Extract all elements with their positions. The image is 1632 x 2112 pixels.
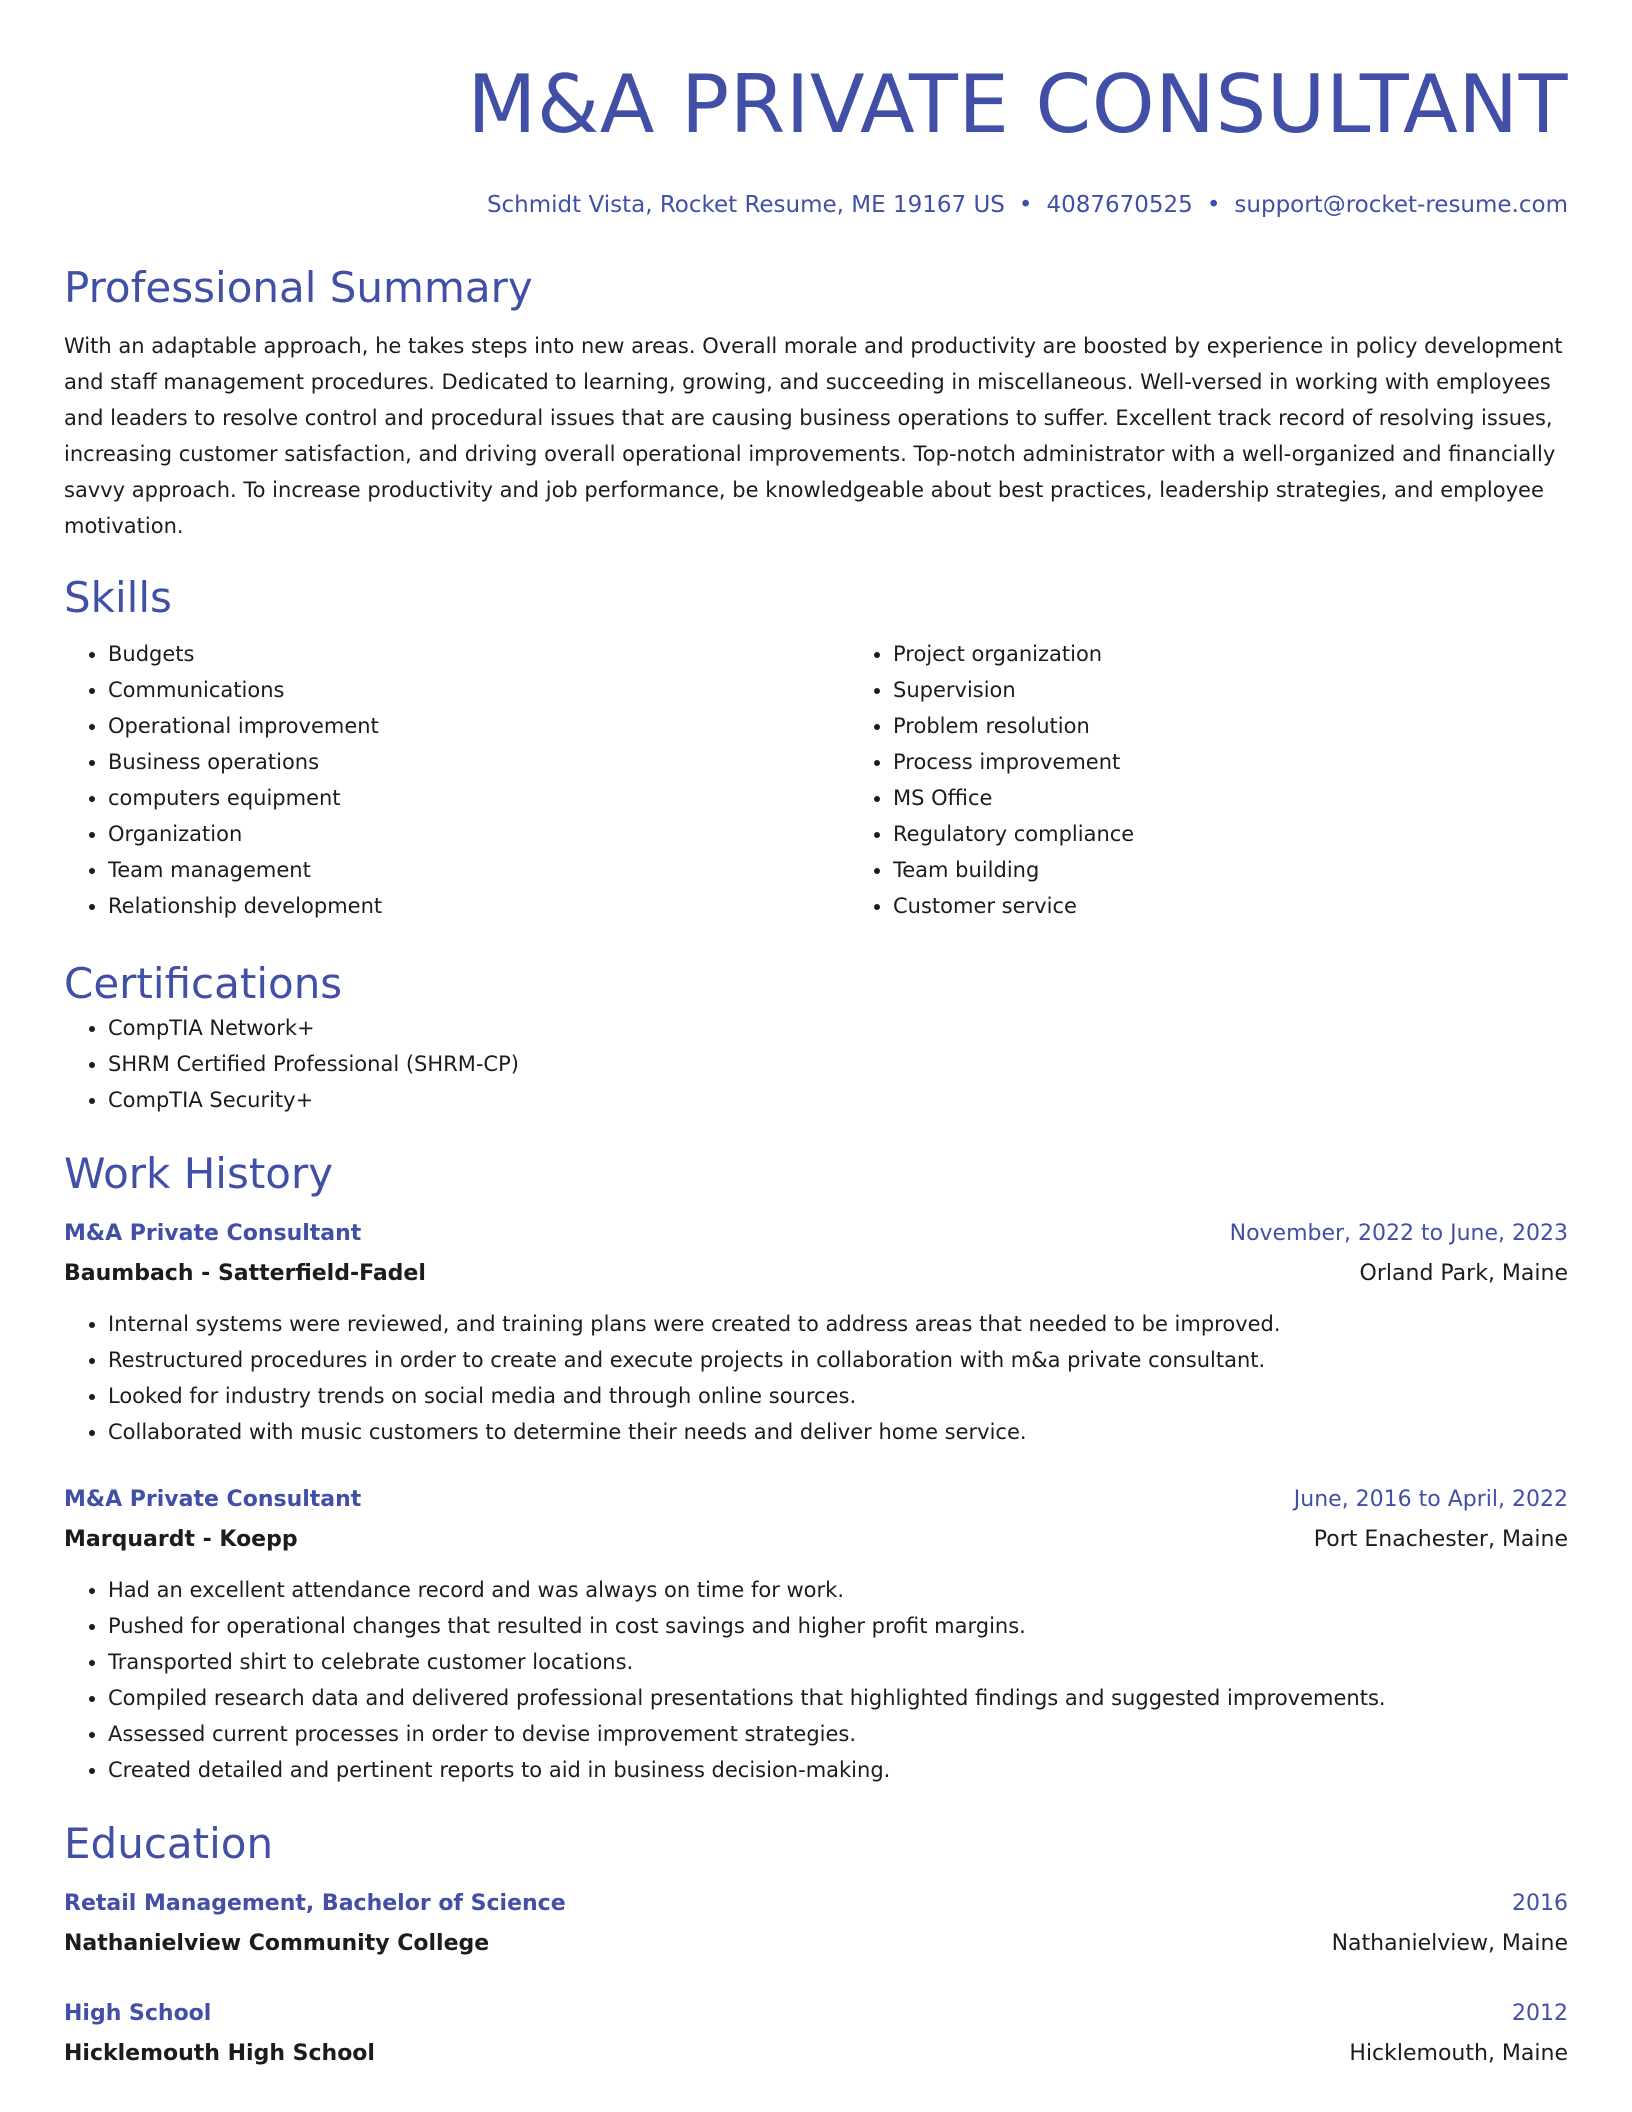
certification-item: • CompTIA Network+ <box>108 1010 1568 1046</box>
job-duty: • Had an excellent attendance record and was always on time for work. <box>108 1572 1568 1608</box>
skills-section <box>64 572 1568 924</box>
skills-list-right <box>849 636 1632 924</box>
education-year: 2012 <box>1512 2001 1568 2026</box>
skill-item: • Problem resolution <box>893 708 1632 744</box>
education-school-row <box>64 1924 1568 1964</box>
certifications-section <box>64 958 1568 1118</box>
resume-header <box>64 56 1568 220</box>
job-duty: • Pushed for operational changes that resulted in cost savings and higher profit margins. <box>108 1608 1568 1644</box>
skills-list-left <box>64 636 849 924</box>
job-title: M&A Private Consultant <box>64 1487 362 1512</box>
education-school: Nathanielview Community College <box>64 1931 490 1956</box>
job-dates: June, 2016 to April, 2022 <box>1293 1487 1568 1512</box>
skill-item: • computers equipment <box>108 780 849 816</box>
skill-item: • Process improvement <box>893 744 1632 780</box>
skill-item: • Budgets <box>108 636 849 672</box>
certifications-list <box>64 1010 1568 1118</box>
job-duties <box>64 1306 1568 1450</box>
skill-item: • Team building <box>893 852 1632 888</box>
skills-heading: Skills <box>64 573 172 622</box>
education-entry <box>64 1884 1568 1964</box>
job-location: Orland Park, Maine <box>1359 1261 1568 1286</box>
job-duty: • Internal systems were reviewed, and training plans were created to address areas that needed to be improved. <box>108 1306 1568 1342</box>
summary-text: With an adaptable approach, he takes steps into new areas. Overall morale and productivity are boosted by experience in policy development and staff management procedures. Dedicated to learning, growing, and succeeding in miscellaneous. Well-versed in working with employees and leaders to resolve control and procedural issues that are causing business operations to suffer. Excellent track record of resolving issues, increasing customer satisfaction, and driving overall operational improvements. Top-notch administrator with a well-organized and financially savvy approach. To increase productivity and job performance, be knowledgeable about best practices, leadership strategies, and employee motivation. <box>64 334 1563 538</box>
skill-item: • Business operations <box>108 744 849 780</box>
job-company: Baumbach - Satterfield-Fadel <box>64 1261 426 1286</box>
education-header-row <box>64 1994 1568 2034</box>
contact-separator: • <box>1206 192 1221 218</box>
skill-item: • Operational improvement <box>108 708 849 744</box>
job-header-row <box>64 1214 1568 1254</box>
skill-item: • MS Office <box>893 780 1632 816</box>
education-school-row <box>64 2034 1568 2074</box>
education-heading: Education <box>64 1819 274 1868</box>
education-location: Nathanielview, Maine <box>1331 1931 1568 1956</box>
education-degree: Retail Management, Bachelor of Science <box>64 1891 566 1916</box>
contact-phone: 4087670525 <box>1046 192 1193 218</box>
education-section <box>64 1818 1568 2074</box>
education-degree: High School <box>64 2001 212 2026</box>
job-header-row <box>64 1480 1568 1520</box>
job-duty: • Restructured procedures in order to create and execute projects in collaboration with m&a private consultant. <box>108 1342 1568 1378</box>
skill-item: • Supervision <box>893 672 1632 708</box>
summary-section <box>64 262 1568 544</box>
certification-item: • CompTIA Security+ <box>108 1082 1568 1118</box>
education-location: Hicklemouth, Maine <box>1349 2041 1568 2066</box>
job-duty: • Compiled research data and delivered professional presentations that highlighted findings and suggested improvements. <box>108 1680 1568 1716</box>
education-header-row <box>64 1884 1568 1924</box>
job-duty: • Looked for industry trends on social media and through online sources. <box>108 1378 1568 1414</box>
work-history-section <box>64 1148 1568 1788</box>
certification-item: • SHRM Certified Professional (SHRM-CP) <box>108 1046 1568 1082</box>
job-location: Port Enachester, Maine <box>1313 1527 1568 1552</box>
skill-item: • Regulatory compliance <box>893 816 1632 852</box>
education-school: Hicklemouth High School <box>64 2041 375 2066</box>
job-entry <box>64 1480 1568 1788</box>
education-year: 2016 <box>1512 1891 1568 1916</box>
education-entry <box>64 1994 1568 2074</box>
skill-item: • Organization <box>108 816 849 852</box>
candidate-title: M&A PRIVATE CONSULTANT <box>467 58 1568 151</box>
job-company: Marquardt - Koepp <box>64 1527 298 1552</box>
job-dates: November, 2022 to June, 2023 <box>1229 1221 1568 1246</box>
job-duties <box>64 1572 1568 1788</box>
job-duty: • Transported shirt to celebrate customer locations. <box>108 1644 1568 1680</box>
summary-heading: Professional Summary <box>64 263 533 312</box>
contact-address: Schmidt Vista, Rocket Resume, ME 19167 US <box>486 192 1005 218</box>
job-company-row <box>64 1520 1568 1560</box>
skill-item: • Relationship development <box>108 888 849 924</box>
work-history-heading: Work History <box>64 1149 334 1198</box>
job-duty: • Collaborated with music customers to determine their needs and deliver home service. <box>108 1414 1568 1450</box>
skill-item: • Communications <box>108 672 849 708</box>
skills-columns <box>64 636 1568 924</box>
contact-separator: • <box>1018 192 1033 218</box>
skill-item: • Customer service <box>893 888 1632 924</box>
skill-item: • Project organization <box>893 636 1632 672</box>
job-company-row <box>64 1254 1568 1294</box>
certifications-heading: Certifications <box>64 959 343 1008</box>
job-duty: • Assessed current processes in order to devise improvement strategies. <box>108 1716 1568 1752</box>
contact-email: support@rocket-resume.com <box>1234 192 1568 218</box>
skill-item: • Team management <box>108 852 849 888</box>
contact-line <box>64 190 1568 220</box>
job-duty: • Created detailed and pertinent reports to aid in business decision-making. <box>108 1752 1568 1788</box>
job-entry <box>64 1214 1568 1450</box>
job-title: M&A Private Consultant <box>64 1221 362 1246</box>
